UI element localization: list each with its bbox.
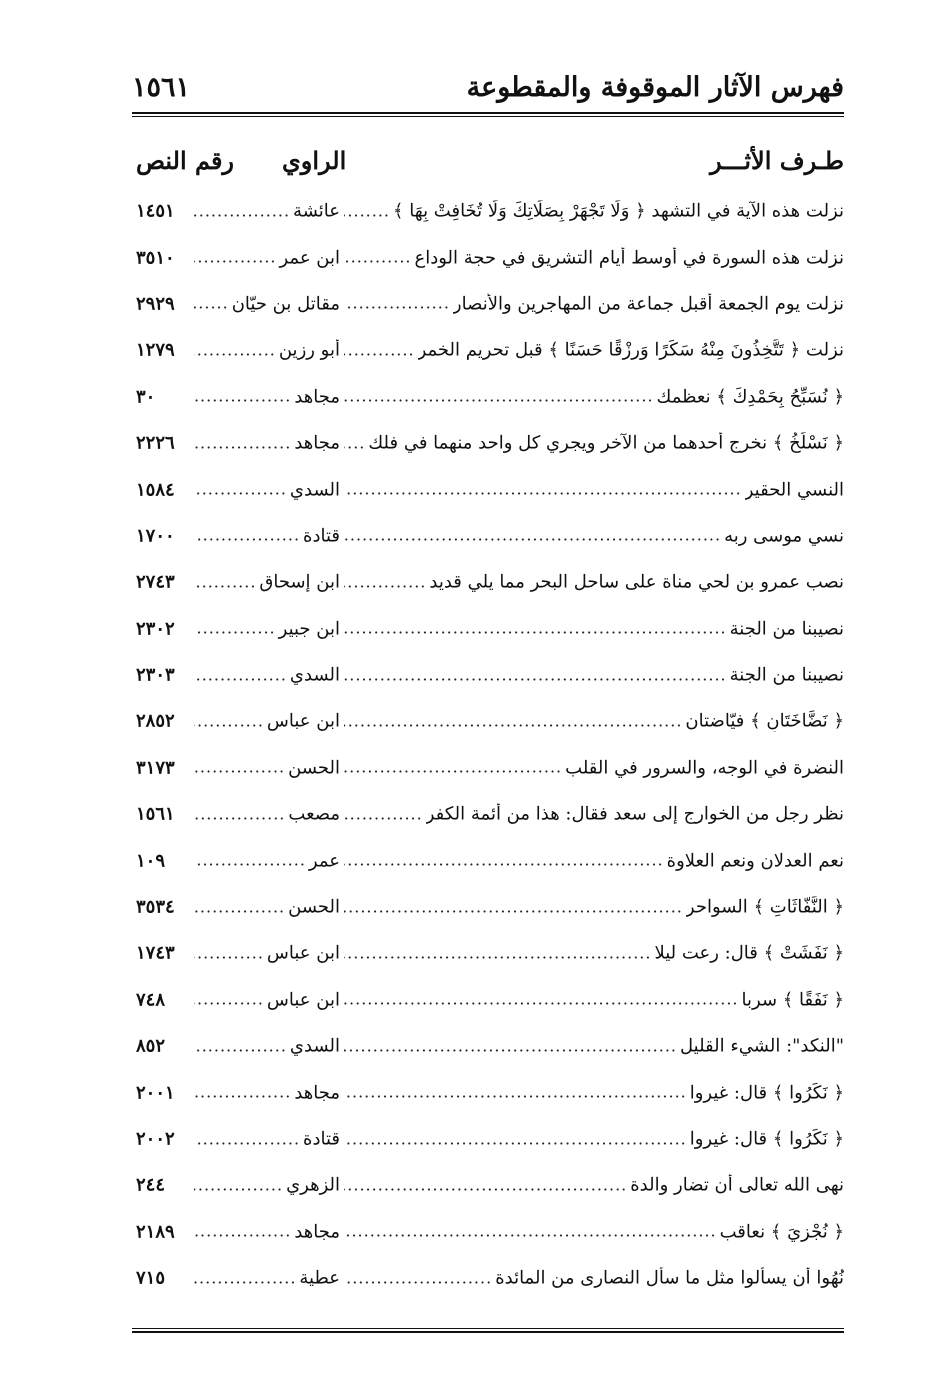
narrator-cell: [194, 711, 340, 732]
dot-leader: [344, 1036, 677, 1056]
narrator-cell: [194, 757, 340, 778]
entry-text: نصيبنا من الجنة: [729, 664, 844, 686]
entry-narrator: مجاهد: [294, 1221, 340, 1243]
entry-narrator: عائشة: [293, 200, 340, 222]
dot-leader: [344, 711, 682, 731]
entry-text-cell: [344, 479, 844, 500]
entry-narrator: مجاهد: [294, 432, 340, 454]
dot-leader: [344, 433, 365, 453]
entry-number: ١٢٧٩: [136, 339, 175, 361]
entry-number: ٢١٨٩: [136, 1221, 175, 1243]
page-header: [132, 62, 844, 112]
index-entry-row: [132, 930, 844, 976]
narrator-cell: [194, 850, 340, 871]
dot-leader: [194, 572, 256, 592]
entry-narrator: الحسن: [288, 757, 340, 779]
index-entry-row: [132, 466, 844, 512]
entry-narrator: قتادة: [303, 1128, 340, 1150]
index-entry-row: [132, 281, 844, 327]
entry-text-cell: [344, 1221, 844, 1242]
entry-text-cell: [344, 1129, 844, 1150]
entry-text-cell: [344, 1036, 844, 1057]
entry-text-cell: [344, 293, 844, 314]
index-entry-row: [132, 1209, 844, 1255]
index-entry-row: [132, 1069, 844, 1115]
dot-leader: [344, 943, 651, 963]
entry-text-cell: [344, 525, 844, 546]
entry-number: ٨٥٢: [136, 1035, 166, 1057]
dot-leader: [194, 711, 264, 731]
index-entry-row: [132, 837, 844, 883]
dot-leader: [344, 1175, 627, 1195]
index-entry-row: [132, 606, 844, 652]
entry-text-cell: [344, 665, 844, 686]
narrator-cell: [194, 247, 340, 268]
entry-text-cell: [344, 201, 844, 222]
dot-leader: [344, 526, 721, 546]
entry-text: ﴿ نَفَشَتْ ﴾ قال: رعت ليلا: [654, 942, 844, 964]
index-entry-row: [132, 1162, 844, 1208]
dot-leader: [194, 387, 291, 407]
narrator-cell: [194, 1175, 340, 1196]
entry-text: نظر رجل من الخوارج إلى سعد فقال: هذا من أئمة الكفر: [425, 803, 844, 825]
entry-narrator: قتادة: [303, 525, 340, 547]
entry-narrator: مصعب: [288, 803, 340, 825]
narrator-cell: [194, 618, 340, 639]
dot-leader: [194, 1268, 296, 1288]
entry-text: نزلت ﴿ تَتَّخِذُونَ مِنْهُ سَكَرًا وَرِزْقًا حَسَنًا ﴾ قبل تحريم الخمر: [417, 339, 844, 361]
column-heading-narrator: الراوي: [282, 146, 347, 175]
narrator-cell: [194, 1129, 340, 1150]
dot-leader: [194, 1222, 291, 1242]
entry-text-cell: [344, 757, 844, 778]
entry-narrator: ابن عباس: [266, 710, 340, 732]
dot-leader: [344, 1129, 687, 1149]
dot-leader: [194, 433, 291, 453]
entry-number: ٣١٧٣: [136, 757, 175, 779]
entry-number: ٣٥٣٤: [136, 896, 175, 918]
dot-leader: [344, 804, 423, 824]
entry-number: ٢٠٠١: [136, 1082, 175, 1104]
dot-leader: [194, 851, 306, 871]
entry-number: ٧٤٨: [136, 989, 166, 1011]
dot-leader: [344, 480, 742, 500]
entry-text-cell: [344, 804, 844, 825]
narrator-cell: [194, 479, 340, 500]
index-entry-row: [132, 234, 844, 280]
entry-text-cell: [344, 572, 844, 593]
index-entry-row: [132, 698, 844, 744]
entry-text-cell: [344, 943, 844, 964]
entry-text: ﴿ نَضَّاخَتَانِ ﴾ فيّاضتان: [685, 710, 844, 732]
page-number: ١٥٦١: [132, 72, 191, 103]
index-entry-row: [132, 327, 844, 373]
entry-number: ١٥٨٤: [136, 479, 175, 501]
header-double-rule: [132, 112, 844, 117]
dot-leader: [344, 572, 426, 592]
entry-text: نعم العدلان ونعم العلاوة: [666, 850, 844, 872]
dot-leader: [194, 943, 264, 963]
dot-leader: [194, 248, 276, 268]
dot-leader: [194, 1083, 291, 1103]
dot-leader: [344, 897, 683, 917]
narrator-cell: [194, 433, 340, 454]
dot-leader: [194, 1129, 300, 1149]
footer-double-rule: [132, 1328, 844, 1333]
dot-leader: [194, 526, 300, 546]
index-entry-row: [132, 977, 844, 1023]
narrator-cell: [194, 386, 340, 407]
dot-leader: [344, 1268, 492, 1288]
entry-narrator: عطية: [299, 1267, 340, 1289]
narrator-cell: [194, 340, 340, 361]
entry-text-cell: [344, 850, 844, 871]
entry-text: نهى الله تعالى أن تضار والدة: [630, 1174, 844, 1196]
running-title: فهرس الآثار الموقوفة والمقطوعة: [466, 72, 844, 103]
entry-text: نزلت هذه الآية في التشهد ﴿ وَلَا تَجْهَرْ بِصَلَاتِكَ وَلَا تُخَافِتْ بِهَا ﴾: [393, 200, 844, 222]
dot-leader: [344, 1083, 687, 1103]
dot-leader: [194, 897, 285, 917]
dot-leader: [194, 294, 229, 314]
entry-narrator: ابن جبير: [278, 618, 340, 640]
column-headings: [132, 140, 844, 184]
dot-leader: [194, 201, 290, 221]
entry-text-cell: [344, 247, 844, 268]
dot-leader: [194, 804, 285, 824]
entry-narrator: السدي: [289, 1035, 340, 1057]
entry-text-cell: [344, 340, 844, 361]
dot-leader: [344, 665, 727, 685]
dot-leader: [194, 480, 287, 500]
narrator-cell: [194, 1268, 340, 1289]
entry-text: نسي موسى ربه: [724, 525, 844, 547]
entry-narrator: السدي: [289, 664, 340, 686]
dot-leader: [344, 1222, 717, 1242]
entry-text: نصب عمرو بن لحي مناة على ساحل البحر مما يلي قديد: [429, 571, 844, 593]
entry-number: ٢٣٠٣: [136, 664, 175, 686]
column-heading-number: رقم النص: [136, 146, 235, 175]
entry-text: ﴿ نُسَبِّحُ بِحَمْدِكَ ﴾ نعظمك: [656, 386, 844, 408]
entry-narrator: الحسن: [288, 896, 340, 918]
dot-leader: [194, 1175, 283, 1195]
narrator-cell: [194, 665, 340, 686]
entry-narrator: مجاهد: [294, 1082, 340, 1104]
entry-text-cell: [344, 1175, 844, 1196]
index-entry-row: [132, 420, 844, 466]
entry-text: النضرة في الوجه، والسرور في القلب: [565, 757, 844, 779]
dot-leader: [344, 248, 411, 268]
entry-text-cell: [344, 618, 844, 639]
entry-text: ﴿ نَكِّرُوا ﴾ قال: غيروا: [689, 1128, 844, 1150]
index-entry-row: [132, 652, 844, 698]
narrator-cell: [194, 1082, 340, 1103]
index-entry-row: [132, 188, 844, 234]
entry-text: ﴿ نَكِّرُوا ﴾ قال: غيروا: [689, 1082, 844, 1104]
entry-number: ١٠٩: [136, 850, 166, 872]
entry-text-cell: [344, 711, 844, 732]
entry-narrator: أبو رزين: [278, 339, 340, 361]
entry-narrator: الزهري: [286, 1174, 340, 1196]
entry-number: ٢٤٤: [136, 1174, 166, 1196]
entry-number: ١٧٤٣: [136, 942, 175, 964]
narrator-cell: [194, 201, 340, 222]
entry-number: ٢٩٢٩: [136, 293, 175, 315]
entry-text-cell: [344, 1268, 844, 1289]
entry-number: ٢٨٥٢: [136, 710, 175, 732]
entry-text: ﴿ نَفَقًا ﴾ سربا: [741, 989, 844, 1011]
dot-leader: [344, 619, 727, 639]
entry-number: ٣٠: [136, 386, 156, 408]
entry-text-cell: [344, 386, 844, 407]
narrator-cell: [194, 989, 340, 1010]
dot-leader: [344, 990, 739, 1010]
index-entry-row: [132, 1255, 844, 1301]
dot-leader: [344, 851, 664, 871]
entry-text: ﴿ نُجْزِيَ ﴾ نعاقب: [719, 1221, 844, 1243]
entry-narrator: ابن إسحاق: [259, 571, 340, 593]
entry-text-cell: [344, 433, 844, 454]
index-entry-row: [132, 559, 844, 605]
dot-leader: [194, 1036, 287, 1056]
entry-narrator: مقاتل بن حيّان: [231, 293, 340, 315]
dot-leader: [194, 619, 276, 639]
dot-leader: [344, 201, 390, 221]
entry-text: النسي الحقير: [744, 479, 844, 501]
entry-number: ١٥٦١: [136, 803, 175, 825]
dot-leader: [344, 387, 654, 407]
entry-text: "النكد": الشيء القليل: [680, 1035, 844, 1057]
narrator-cell: [194, 1036, 340, 1057]
index-entry-row: [132, 1116, 844, 1162]
index-entry-row: [132, 791, 844, 837]
entry-text: نُهُوا أن يسألوا مثل ما سأل النصارى من المائدة: [495, 1267, 844, 1289]
index-entry-row: [132, 1023, 844, 1069]
entry-number: ٧١٥: [136, 1267, 166, 1289]
index-entry-row: [132, 513, 844, 559]
entry-number: ٢٧٤٣: [136, 571, 175, 593]
entry-number: ١٧٠٠: [136, 525, 175, 547]
narrator-cell: [194, 1221, 340, 1242]
entry-number: ٢٠٠٢: [136, 1128, 175, 1150]
entry-text: نزلت يوم الجمعة أقبل جماعة من المهاجرين والأنصار: [452, 293, 844, 315]
entry-text: نصيبنا من الجنة: [729, 618, 844, 640]
index-entry-row: [132, 884, 844, 930]
entry-narrator: ابن عباس: [266, 989, 340, 1011]
dot-leader: [194, 665, 287, 685]
entry-number: ١٤٥١: [136, 200, 175, 222]
narrator-cell: [194, 525, 340, 546]
index-entry-row: [132, 745, 844, 791]
entry-text-cell: [344, 989, 844, 1010]
column-heading-text: طـرف الأثـــر: [710, 146, 844, 175]
narrator-cell: [194, 804, 340, 825]
dot-leader: [194, 340, 276, 360]
entry-text: ﴿ النَّفَّاثَاتِ ﴾ السواحر: [685, 896, 844, 918]
narrator-cell: [194, 293, 340, 314]
entry-number: ٢٣٠٢: [136, 618, 175, 640]
entry-narrator: ابن عباس: [266, 942, 340, 964]
dot-leader: [344, 758, 562, 778]
entry-text: ﴿ نَسْلَخُ ﴾ نخرج أحدهما من الآخر ويجري كل واحد منهما في فلك: [368, 432, 844, 454]
index-entry-row: [132, 374, 844, 420]
dot-leader: [344, 294, 450, 314]
dot-leader: [194, 758, 285, 778]
dot-leader: [344, 340, 415, 360]
entry-number: ٢٢٢٦: [136, 432, 175, 454]
entry-narrator: ابن عمر: [279, 247, 340, 269]
dot-leader: [194, 990, 264, 1010]
index-entries: [132, 188, 844, 1301]
entry-number: ٣٥١٠: [136, 247, 175, 269]
entry-narrator: السدي: [289, 479, 340, 501]
entry-text-cell: [344, 1082, 844, 1103]
entry-narrator: مجاهد: [294, 386, 340, 408]
entry-narrator: عمر: [308, 850, 340, 872]
narrator-cell: [194, 572, 340, 593]
narrator-cell: [194, 943, 340, 964]
narrator-cell: [194, 897, 340, 918]
entry-text-cell: [344, 897, 844, 918]
entry-text: نزلت هذه السورة في أوسط أيام التشريق في حجة الوداع: [414, 247, 844, 269]
